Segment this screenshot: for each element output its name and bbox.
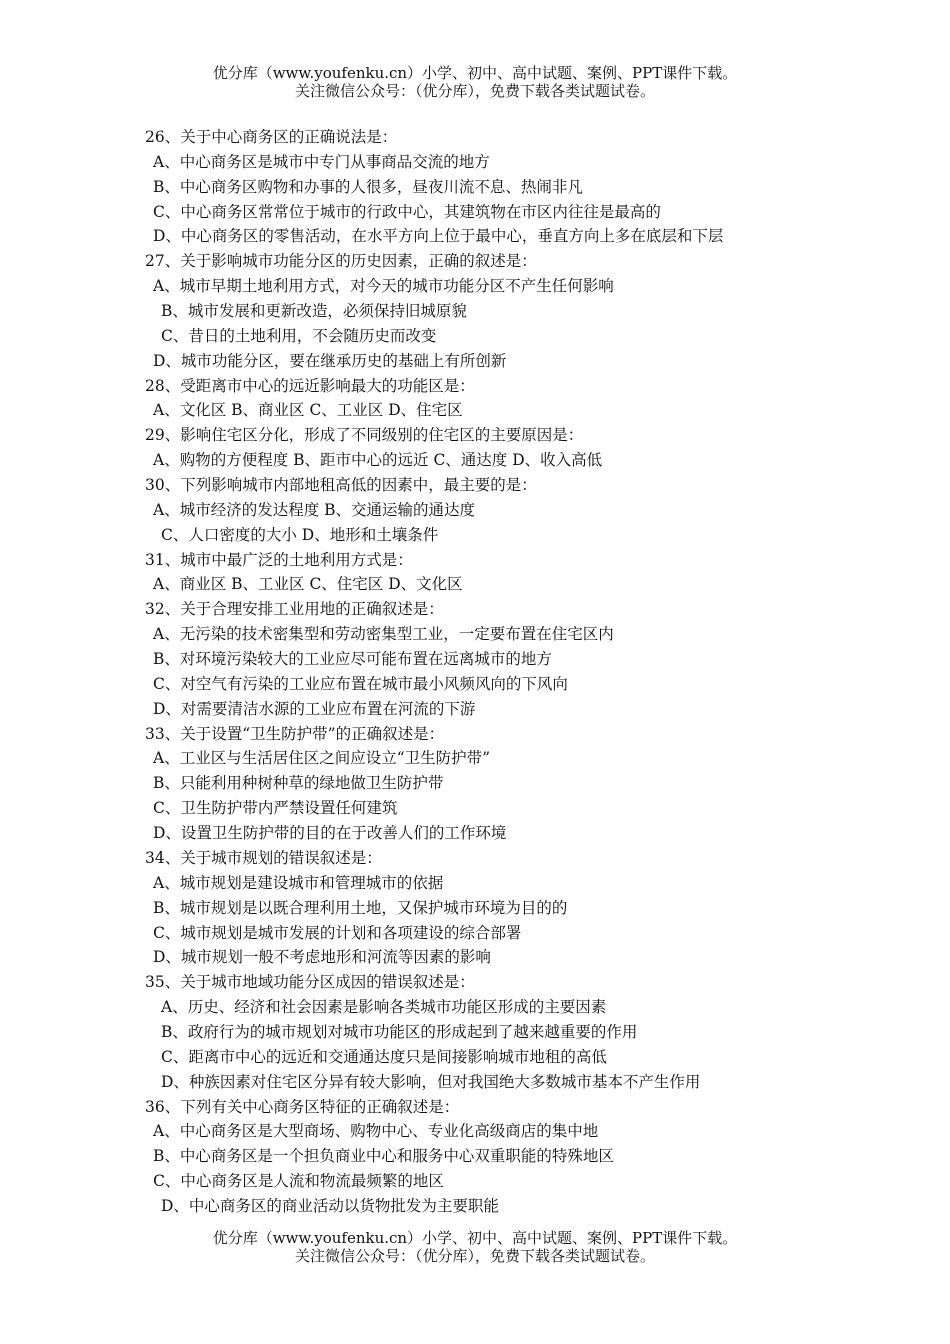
question-stem: 29、影响住宅区分化，形成了不同级别的住宅区的主要原因是： bbox=[145, 426, 584, 445]
answer-option: B、中心商务区购物和办事的人很多，昼夜川流不息、热闹非凡 bbox=[153, 177, 583, 196]
answer-option: A、历史、经济和社会因素是影响各类城市功能区形成的主要因素 bbox=[161, 998, 607, 1017]
answer-option: B、中心商务区是一个担负商业中心和服务中心双重职能的特殊地区 bbox=[153, 1147, 614, 1166]
answer-option: A、购物的方便程度 B、距市中心的远近 C、通达度 D、收入高低 bbox=[153, 451, 603, 470]
answer-option: C、对空气有污染的工业应布置在城市最小风频风向的下风向 bbox=[153, 674, 568, 693]
answer-option: B、对环境污染较大的工业应尽可能布置在远离城市的地方 bbox=[153, 650, 552, 669]
header-line-2: 关注微信公众号：（优分库），免费下载各类试题试卷。 bbox=[294, 82, 655, 100]
answer-option: D、中心商务区的零售活动，在水平方向上位于最中心，垂直方向上多在底层和下层 bbox=[153, 227, 724, 246]
answer-option: A、城市规划是建设城市和管理城市的依据 bbox=[153, 873, 444, 892]
page-header bbox=[0, 64, 950, 100]
answer-option: C、中心商务区常常位于城市的行政中心，其建筑物在市区内往往是最高的 bbox=[153, 202, 661, 221]
answer-option: C、人口密度的大小 D、地形和土壤条件 bbox=[161, 525, 439, 544]
answer-option: D、种族因素对住宅区分异有较大影响，但对我国绝大多数城市基本不产生作用 bbox=[161, 1072, 701, 1091]
question-stem: 36、下列有关中心商务区特征的正确叙述是： bbox=[145, 1097, 460, 1116]
question-stem: 31、城市中最广泛的土地利用方式是： bbox=[145, 550, 413, 569]
answer-option: C、城市规划是城市发展的计划和各项建设的综合部署 bbox=[153, 923, 522, 942]
answer-option: B、只能利用种树种草的绿地做卫生防护带 bbox=[153, 774, 444, 793]
question-stem: 26、关于中心商务区的正确说法是： bbox=[145, 128, 398, 146]
answer-option: D、中心商务区的商业活动以货物批发为主要职能 bbox=[161, 1196, 499, 1215]
answer-option: B、政府行为的城市规划对城市功能区的形成起到了越来越重要的作用 bbox=[161, 1022, 638, 1041]
answer-option: A、商业区 B、工业区 C、住宅区 D、文化区 bbox=[153, 575, 463, 594]
header-line-1: 优分库（www.youfenku.cn）小学、初中、高中试题、案例、PPT课件下载。 bbox=[212, 64, 738, 82]
answer-option: D、城市功能分区，要在继承历史的基础上有所创新 bbox=[153, 351, 507, 370]
answer-option: A、城市经济的发达程度 B、交通运输的通达度 bbox=[153, 500, 476, 519]
question-stem: 35、关于城市地域功能分区成因的错误叙述是： bbox=[145, 973, 475, 992]
answer-option: B、城市规划是以既合理利用土地，又保护城市环境为目的的 bbox=[153, 898, 568, 917]
footer-line-1: 优分库（www.youfenku.cn）小学、初中、高中试题、案例、PPT课件下载。 bbox=[212, 1229, 738, 1247]
answer-option: D、城市规划一般不考虑地形和河流等因素的影响 bbox=[153, 948, 491, 967]
footer-line-2: 关注微信公众号：（优分库），免费下载各类试题试卷。 bbox=[294, 1247, 655, 1265]
question-stem: 34、关于城市规划的错误叙述是： bbox=[145, 848, 382, 867]
answer-option: C、昔日的土地利用，不会随历史而改变 bbox=[161, 326, 437, 345]
question-stem: 30、下列影响城市内部地租高低的因素中，最主要的是： bbox=[145, 476, 537, 495]
question-stem: 27、关于影响城市功能分区的历史因素，正确的叙述是： bbox=[145, 252, 537, 271]
question-list bbox=[145, 125, 845, 1219]
question-stem: 28、受距离市中心的远近影响最大的功能区是： bbox=[145, 376, 475, 395]
question-stem: 33、关于设置“卫生防护带”的正确叙述是： bbox=[145, 724, 445, 743]
answer-option: C、中心商务区是人流和物流最频繁的地区 bbox=[153, 1172, 444, 1191]
answer-option: D、设置卫生防护带的目的在于改善人们的工作环境 bbox=[153, 824, 507, 843]
page-footer bbox=[0, 1229, 950, 1265]
answer-option: A、中心商务区是城市中专门从事商品交流的地方 bbox=[153, 152, 490, 171]
answer-option: C、距离市中心的远近和交通通达度只是间接影响城市地租的高低 bbox=[161, 1047, 607, 1066]
answer-option: A、文化区 B、商业区 C、工业区 D、住宅区 bbox=[153, 401, 463, 420]
answer-option: A、工业区与生活居住区之间应设立“卫生防护带” bbox=[153, 749, 491, 768]
answer-option: B、城市发展和更新改造，必须保持旧城原貌 bbox=[161, 302, 467, 321]
answer-option: A、城市早期土地利用方式，对今天的城市功能分区不产生任何影响 bbox=[153, 277, 614, 296]
answer-option: C、卫生防护带内严禁设置任何建筑 bbox=[153, 799, 398, 818]
answer-option: D、对需要清洁水源的工业应布置在河流的下游 bbox=[153, 699, 476, 718]
answer-option: A、无污染的技术密集型和劳动密集型工业，一定要布置在住宅区内 bbox=[153, 625, 614, 644]
question-stem: 32、关于合理安排工业用地的正确叙述是： bbox=[145, 600, 444, 619]
answer-option: A、中心商务区是大型商场、购物中心、专业化高级商店的集中地 bbox=[153, 1122, 599, 1141]
